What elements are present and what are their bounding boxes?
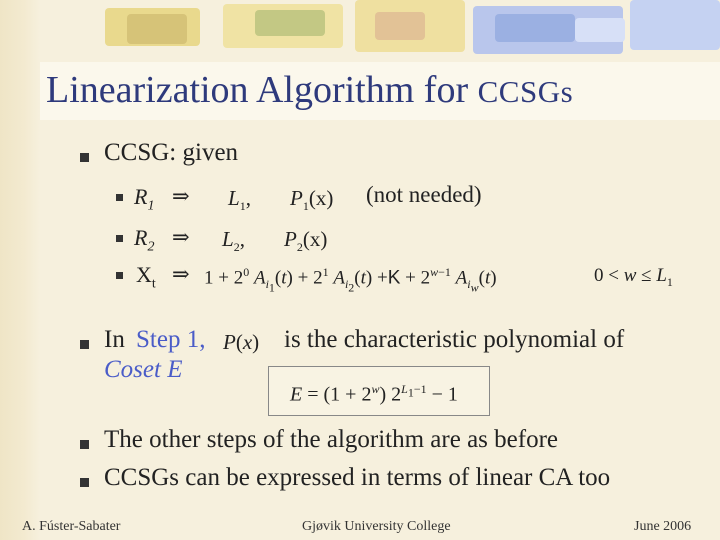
implies-arrow-icon: ⇒ — [172, 184, 190, 208]
bullet-other-steps: The other steps of the algorithm are as before — [104, 426, 558, 453]
bullet-square-icon — [80, 153, 89, 162]
bullet-linear-ca: CCSGs can be expressed in terms of linear CA too — [104, 464, 611, 491]
footer-date: June 2006 — [634, 519, 692, 534]
r1-not-needed-note: (not needed) — [366, 182, 482, 207]
r2-label: $R_2$ — [134, 225, 155, 255]
r1-polynomial: $P_1(x)$ — [290, 186, 334, 214]
bullet-square-icon — [80, 340, 89, 349]
r1-label: $R_1$ — [134, 184, 155, 214]
coset-e-highlight: Coset E — [104, 356, 183, 383]
title-ccsgs: CCSGs — [477, 74, 574, 109]
implies-arrow-icon: ⇒ — [172, 262, 190, 286]
sub-bullet-square-icon — [116, 235, 123, 242]
slide-title — [46, 68, 573, 112]
r1-expression: $L_1$, — [228, 186, 251, 214]
xt-expansion-formula: $1 + 2^0$ $A_{i_1}(t) + 2^1$ $A_{i_2}(t) +K + 2^{w-1}$ $A_{i_w}(t)$ — [204, 265, 497, 295]
characteristic-polynomial-text: is the characteristic polynomial of — [284, 326, 625, 353]
paper-texture — [0, 0, 40, 540]
sub-bullet-square-icon — [116, 194, 123, 201]
w-range-formula: $0 < w \le L_1$ — [594, 265, 673, 289]
bullet-ccsg-given: CCSG: given — [104, 139, 239, 166]
step-1-highlight: Step 1, — [136, 326, 206, 353]
coset-e-formula: $E = (1 + 2^w)$ $2^{L_1-1} - 1$ — [290, 382, 458, 406]
footer-institution: Gjøvik University College — [302, 519, 451, 534]
footer-author: A. Fúster-Sabater — [22, 519, 121, 534]
bullet-square-icon — [80, 440, 89, 449]
xt-label: $X_t$ — [136, 262, 156, 292]
implies-arrow-icon: ⇒ — [172, 225, 190, 249]
sub-bullet-square-icon — [116, 272, 123, 279]
p-of-x-formula: P(x) — [223, 330, 260, 354]
bullet-square-icon — [80, 478, 89, 487]
r2-expression: $L_2$, — [222, 227, 245, 255]
r2-polynomial: $P_2(x)$ — [284, 227, 328, 255]
title-main: Linearization Algorithm for — [46, 69, 469, 111]
decorative-header-banner — [105, 0, 720, 60]
bullet-in-text: In — [104, 326, 125, 353]
